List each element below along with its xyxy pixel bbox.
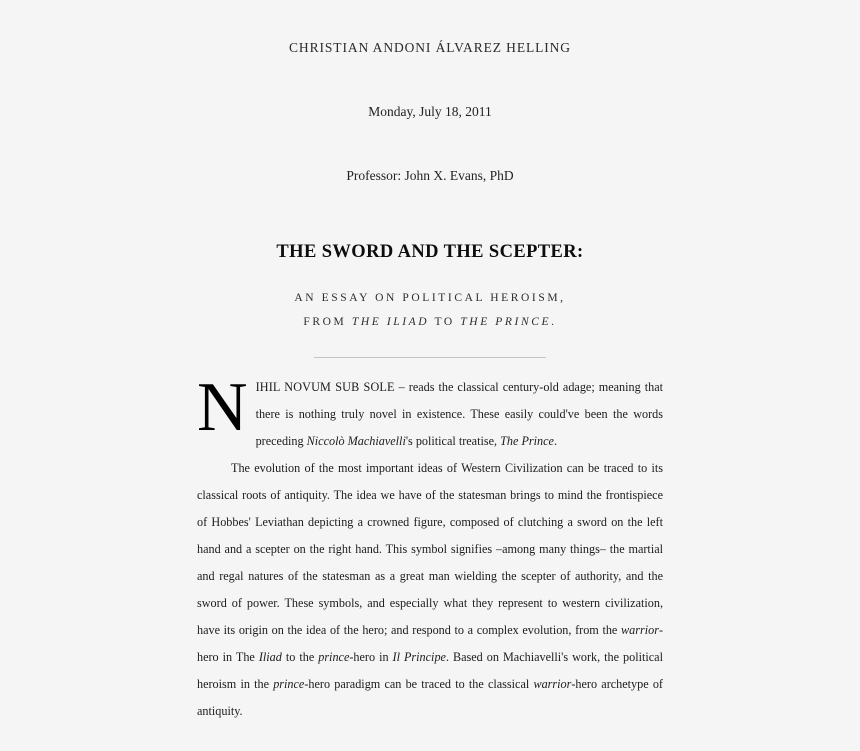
opening-latin-phrase: IHIL NOVUM SUB SOLE <box>255 380 395 395</box>
author-name: CHRISTIAN ANDONI ÁLVAREZ HELLING <box>289 40 571 55</box>
paragraph-2-italic-warrior-1: warrior <box>621 623 659 638</box>
subtitle-to-label: TO <box>429 316 461 329</box>
subtitle-work-iliad: THE ILIAD <box>351 316 430 329</box>
paragraph-2-italic-iliad: Iliad <box>258 650 282 665</box>
body-text-area <box>197 358 663 725</box>
paragraph-2-text-b: -hero in The <box>197 623 663 665</box>
paragraph-1-text-c: . <box>553 434 557 449</box>
paragraph-2-italic-prince-2: prince <box>273 677 305 692</box>
paragraph-1-italic-machiavelli: Niccolò Machiavelli <box>306 434 406 449</box>
paragraph-2-text-e: . Based on Machiavelli's work, the political heroism in the <box>197 650 663 692</box>
document-title: THE SWORD AND THE SCEPTER: <box>276 241 584 262</box>
paragraph-2-text-c: to the <box>281 650 319 665</box>
paragraph-2-text-f: -hero paradigm can be traced to the classical <box>304 677 534 692</box>
subtitle-work-prince: THE PRINCE <box>460 316 552 329</box>
paragraph-1-text-b: 's political treatise, <box>405 434 501 449</box>
paragraph-1-text-a: – reads the classical century-old adage; meaning that there is nothing truly novel in existence. These easily could've been the words preceding <box>255 380 664 449</box>
paragraph-2-italic-warrior-2: warrior <box>533 677 572 692</box>
paragraph-opening <box>197 369 664 455</box>
paragraph-2-italic-il-principe: Il Principe <box>392 650 446 665</box>
paragraph-2-text-d: -hero in <box>349 650 393 665</box>
subtitle-line-1: AN ESSAY ON POLITICAL HEROISM, <box>294 291 566 304</box>
drop-cap-letter: N <box>197 369 248 447</box>
paragraph-2-text-a: The evolution of the most important ideas of Western Civilization can be traced to its classical roots of antiquity. The idea we have of the statesman brings to mind the frontispiece of Hobbes' Leviathan depicting a crowned figure, composed of clutching a sword on the left hand and a scepter on the right hand. This symbol signifies –among many things– the martial and regal natures of the statesman as a great man wielding the scepter of authority, and the sword of power. These symbols, and especially what they represent to western civilization, have its origin on the idea of the hero; and respond to a complex evolution, from the <box>197 461 663 638</box>
frontmatter-block <box>0 40 860 358</box>
subtitle-period: . <box>551 316 557 329</box>
paragraph-1-italic-the-prince: The Prince <box>500 434 554 449</box>
professor-line: Professor: John X. Evans, PhD <box>346 168 514 184</box>
subtitle-from-label: FROM <box>303 316 352 329</box>
subtitle-line-2 <box>0 310 860 335</box>
paragraph-2-italic-prince-1: prince <box>318 650 350 665</box>
paragraph-2-text-g: -hero archetype of antiquity. <box>197 677 663 719</box>
document-date: Monday, July 18, 2011 <box>368 104 492 120</box>
paragraph-body <box>197 455 663 725</box>
subtitle-block <box>0 286 860 335</box>
document-page <box>0 40 860 751</box>
